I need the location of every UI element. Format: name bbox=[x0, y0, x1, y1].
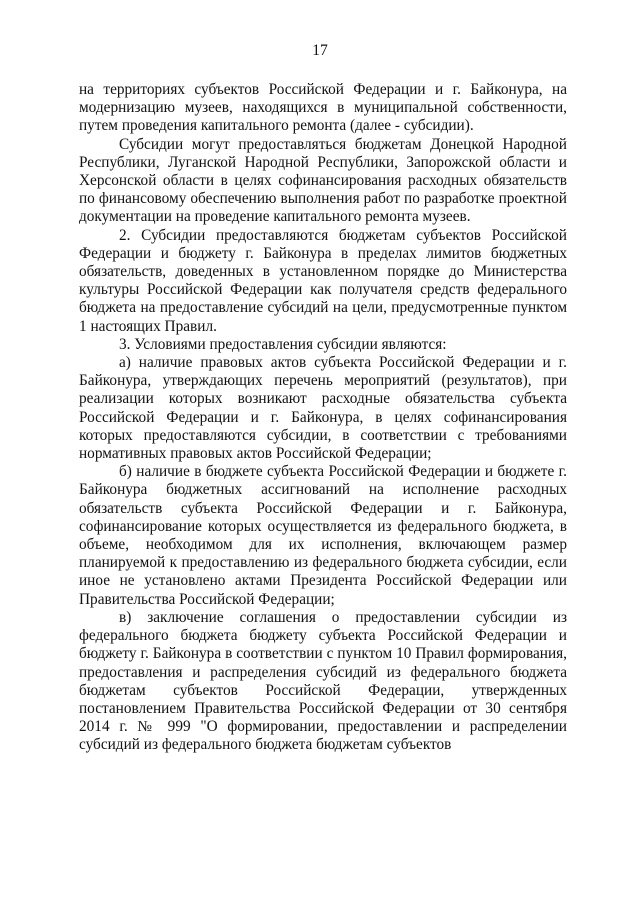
paragraph-continuation: на территориях субъектов Российской Федерации и г. Байконура, на модернизацию музеев, находящихся в муниципальной собственности, путем проведения капитального ремонта (далее - субсидии). bbox=[79, 81, 567, 135]
paragraph-item-2: 2. Субсидии предоставляются бюджетам субъектов Российской Федерации и бюджету г. Байконура в пределах лимитов бюджетных обязательств, доведенных в установленном порядке до Министерства культуры Российской Федерации как получателя средств федерального бюджета на предоставление субсидий на цели, предусмотренные пунктом 1 настоящих Правил. bbox=[79, 226, 567, 335]
body-text bbox=[79, 81, 567, 755]
paragraph-subsidies-new-regions: Субсидии могут предоставляться бюджетам Донецкой Народной Республики, Луганской Народной Республики, Запорожской области и Херсонской области в целях софинансирования расходных обязательств по финансовому обеспечению выполнения работ по разработке проектной документации на проведение капитального ремонта музеев. bbox=[79, 135, 567, 226]
paragraph-subitem-b: б) наличие в бюджете субъекта Российской Федерации и бюджете г. Байконура бюджетных ассигнований на исполнение расходных обязательств субъекта Российской Федерации и г. Байконура, софинансирование которых осуществляется из федерального бюджета, в объеме, необходимом для их исполнения, включающем размер планируемой к предоставлению из федерального бюджета субсидии, если иное не установлено актами Президента Российской Федерации или Правительства Российской Федерации; bbox=[79, 463, 567, 608]
paragraph-subitem-a: а) наличие правовых актов субъекта Российской Федерации и г. Байконура, утверждающих перечень мероприятий (результатов), при реализации которых возникают расходные обязательства субъекта Российской Федерации и г. Байконура, в целях софинансирования которых предоставляются субсидии, в соответствии с требованиями нормативных правовых актов Российской Федерации; bbox=[79, 354, 567, 463]
page-number: 17 bbox=[312, 42, 328, 59]
paragraph-item-3: 3. Условиями предоставления субсидии являются: bbox=[119, 335, 447, 353]
paragraph-subitem-v: в) заключение соглашения о предоставлении субсидии из федерального бюджета бюджету субъекта Российской Федерации и бюджету г. Байконура в соответствии с пунктом 10 Правил формирования, предоставления и распределения субсидий из федерального бюджета бюджетам субъектов Российской Федерации, утвержденных постановлением Правительства Российской Федерации от 30 сентября 2014 г. № 999 "О формировании, предоставлении и распределении субсидий из федерального бюджета бюджетам субъектов bbox=[79, 608, 567, 754]
